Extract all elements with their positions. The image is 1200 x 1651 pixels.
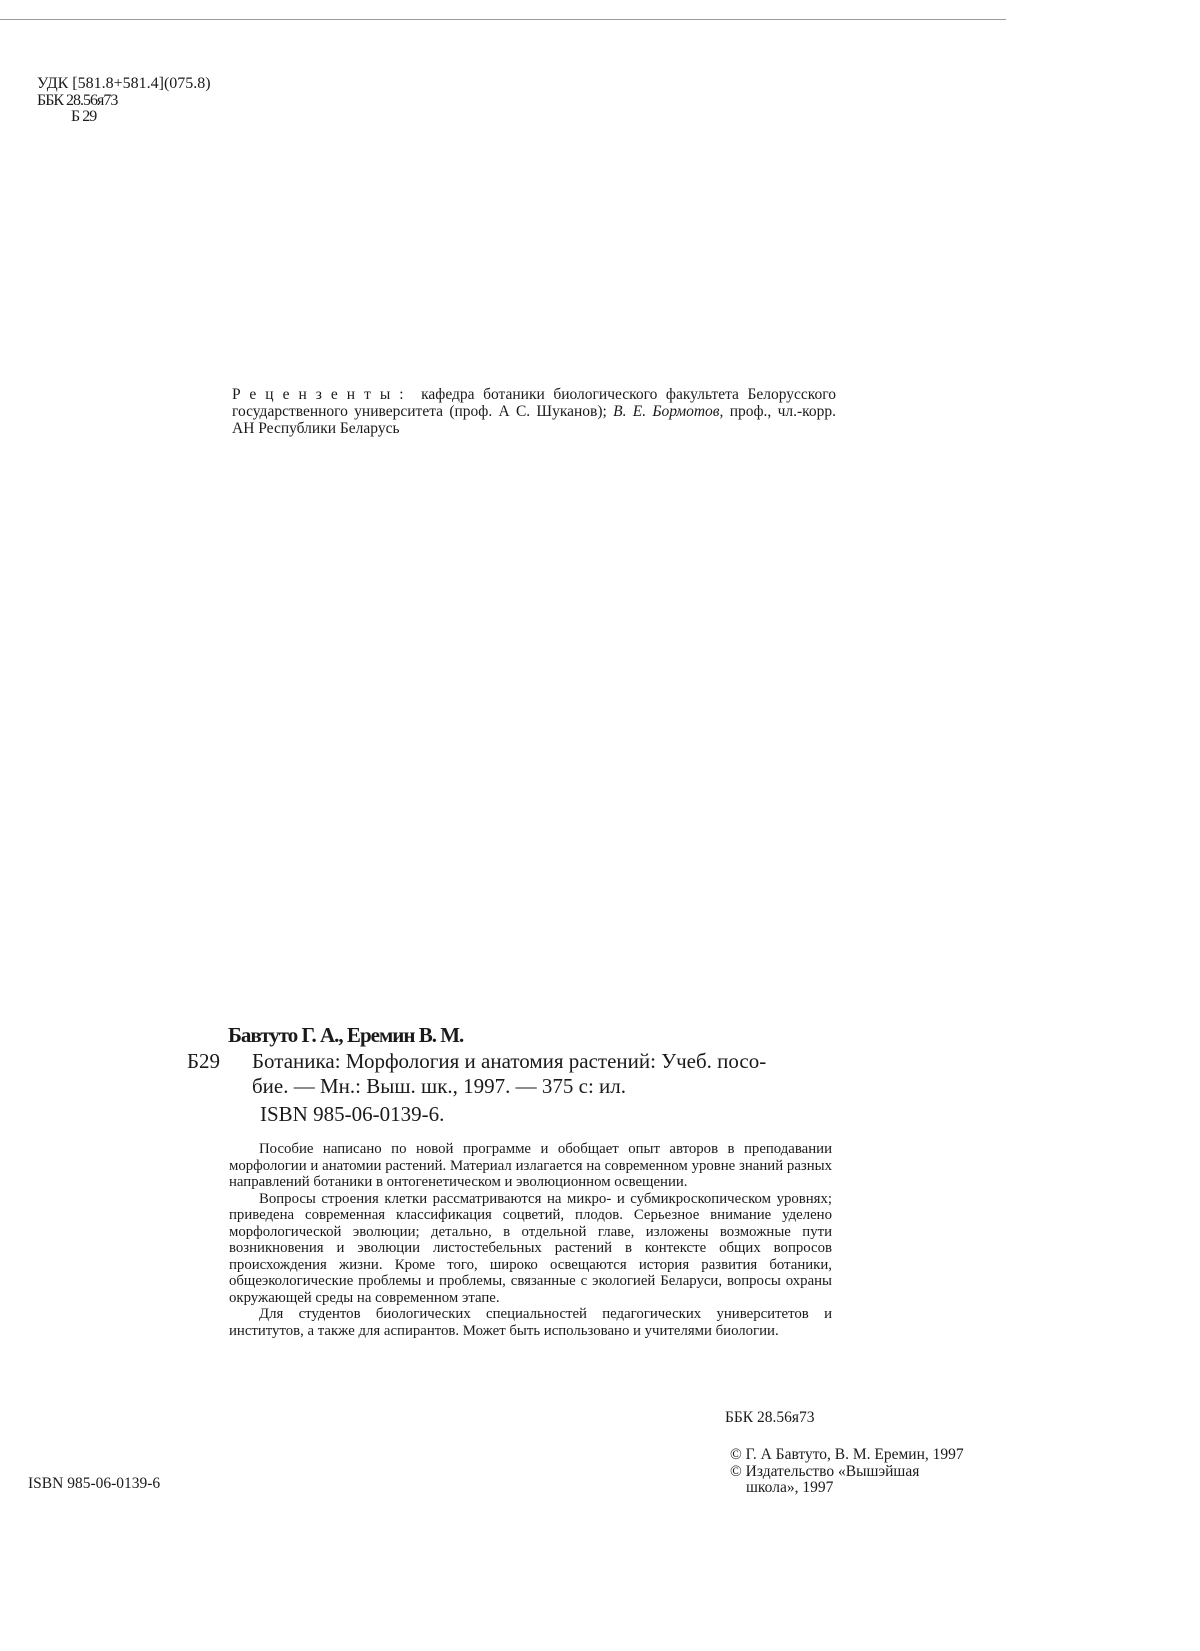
book-imprint-line: бие. — Мн.: Выш. шк., 1997. — 375 с: ил. xyxy=(252,1074,627,1098)
isbn-bottom: ISBN 985-06-0139-6 xyxy=(28,1475,161,1492)
book-title-line: Ботаника: Морфология и анатомия растений: Учеб. посо- xyxy=(252,1049,767,1073)
abstract xyxy=(229,1141,832,1339)
udk-code: УДК [581.8+581.4](075.8) xyxy=(37,75,211,92)
catalog-code-top: Б 29 xyxy=(71,108,97,125)
abstract-paragraph-2: Вопросы строения клетки рассматриваются на микро- и субмикроскопическом уровнях; приведена современная классификация соцветий, плодов. Серьезное внимание уделено морфологической эволюции; детально, в отдельной главе, изложены возможные пути возникновения и эволюции листостебельных растений в контексте общих вопросов происхождения жизни. Кроме того, широко освещаются история развития ботаники, общеэкологические проблемы и проблемы, связанные с экологией Беларуси, вопросы охраны окружающей среды на современном этапе. xyxy=(229,1190,832,1306)
reviewer-title: проф., чл.-корр. АН Республики Беларусь xyxy=(232,403,837,437)
reviewers-text: кафедра ботаники биологического факультета Белорусского государственного университета (проф. А С. Шуканов); xyxy=(232,386,837,420)
reviewer-name: В. Е. Бормотов, xyxy=(613,403,724,420)
reviewers-label: Рецензенты: xyxy=(232,386,413,403)
abstract-paragraph-3: Для студентов биологических специальностей педагогических университетов и институтов, а также для аспирантов. Может быть использовано и учителями биологии. xyxy=(229,1306,832,1339)
authors: Бавтуто Г. А., Еремин В. М. xyxy=(228,1023,464,1047)
copyright-authors: © Г. А Бавтуто, В. М. Еремин, 1997 xyxy=(730,1446,964,1463)
copyright-publisher-cont: школа», 1997 xyxy=(746,1479,834,1496)
bbk-code-bottom: ББК 28.56я73 xyxy=(725,1409,815,1426)
bbk-code-top: ББК 28.56я73 xyxy=(37,92,118,109)
copyright-publisher: © Издательство «Вышэйшая xyxy=(730,1462,920,1480)
abstract-paragraph-1: Пособие написано по новой программе и обобщает опыт авторов в преподавании морфологии и анатомии растений. Материал излагается на современном уровне знаний разных направлений ботаники в онтогенетическом и эволюционном освещении. xyxy=(229,1141,832,1190)
catalog-code: Б29 xyxy=(187,1049,221,1073)
isbn-main: ISBN 985-06-0139-6. xyxy=(260,1102,445,1126)
reviewers-block xyxy=(232,386,836,437)
copyright-block xyxy=(730,1447,964,1497)
book-description xyxy=(252,1049,834,1099)
top-rule xyxy=(0,19,1006,20)
